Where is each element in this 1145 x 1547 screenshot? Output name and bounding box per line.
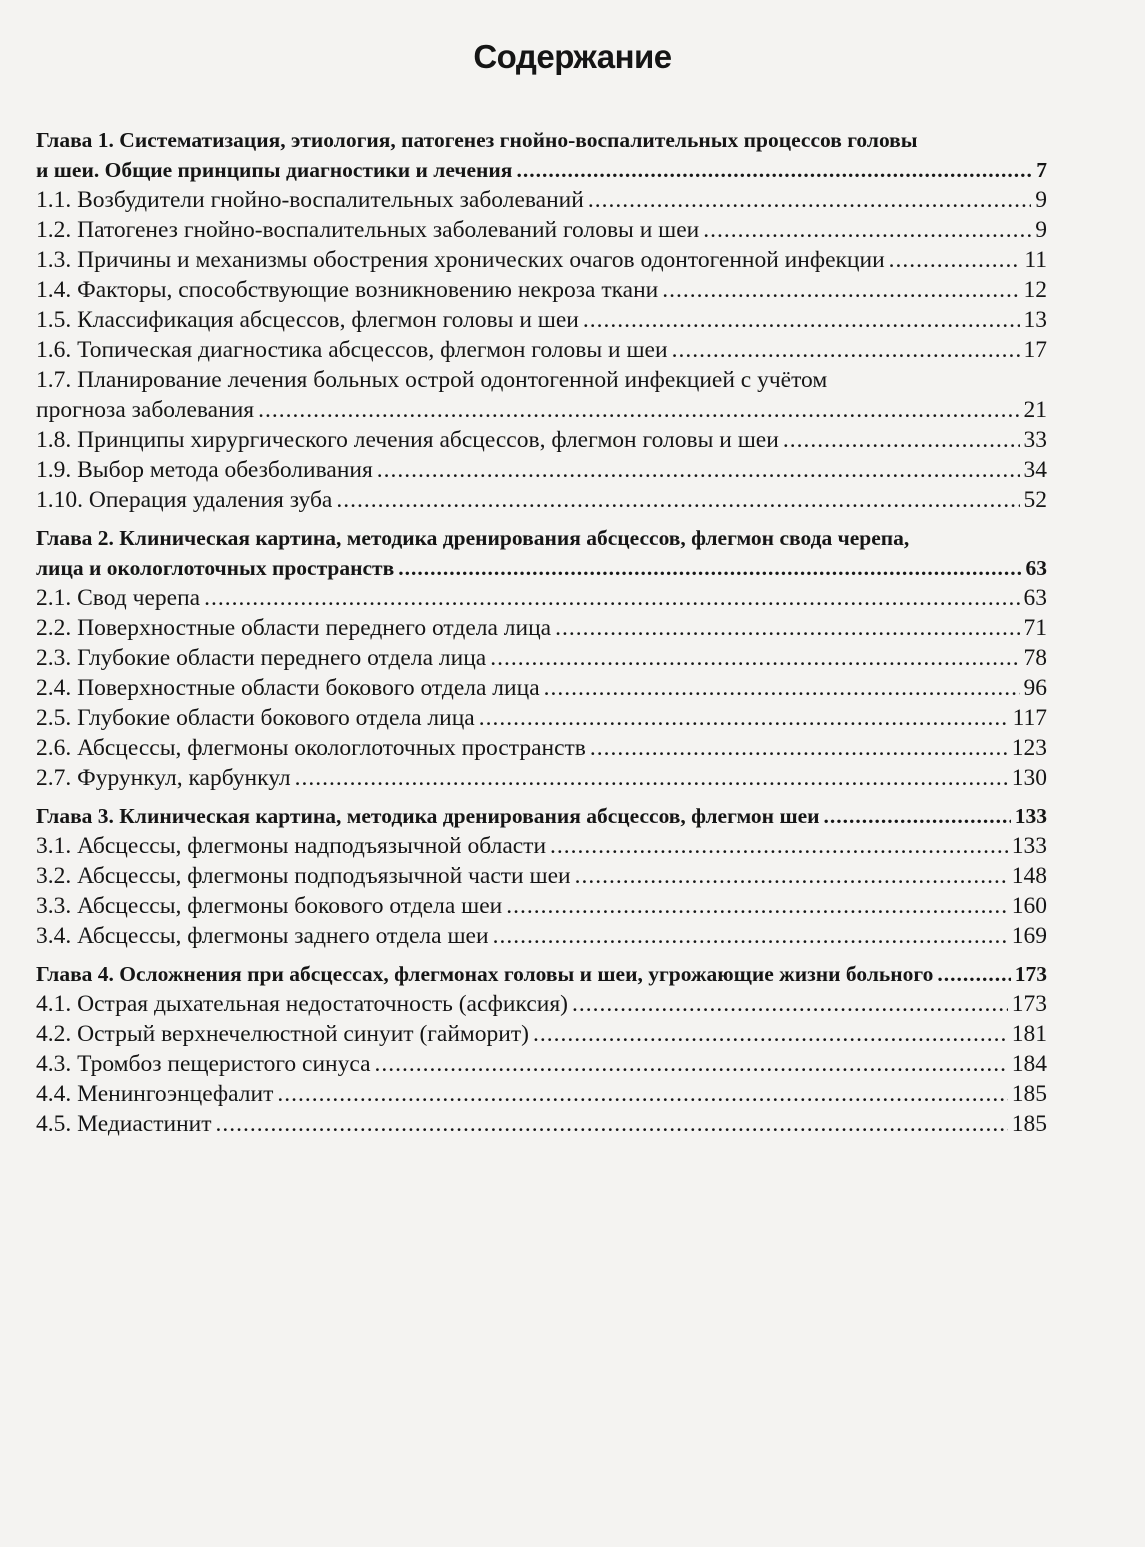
section-entry <box>36 1079 1047 1109</box>
entry-title: 4.3. Тромбоз пещеристого синуса <box>36 1051 371 1077</box>
dot-leader <box>575 861 1008 891</box>
toc-entry[interactable] <box>36 1019 1047 1049</box>
entry-title: 1.9. Выбор метода обезболивания <box>36 457 373 483</box>
toc-entry[interactable] <box>36 733 1047 763</box>
section-entry <box>36 245 1047 275</box>
section-entry <box>36 335 1047 365</box>
section-entry <box>36 215 1047 245</box>
entry-title: 1.4. Факторы, способствующие возникновению некроза ткани <box>36 277 659 303</box>
chapter-block <box>36 801 1047 951</box>
dot-leader <box>277 1079 1007 1109</box>
toc-entry[interactable] <box>36 703 1047 733</box>
entry-title: 1.1. Возбудители гнойно-воспалительных заболеваний <box>36 187 584 213</box>
entry-title: 2.1. Свод черепа <box>36 585 201 611</box>
toc-entry[interactable] <box>36 185 1047 215</box>
entry-title-line: 1.7. Планирование лечения больных острой одонтогенной инфекцией с учётом <box>36 367 828 393</box>
dot-leader <box>588 185 1031 215</box>
page-number: 34 <box>1023 457 1047 483</box>
section-entry <box>36 583 1047 613</box>
page-number: 9 <box>1035 187 1047 213</box>
page-number: 17 <box>1023 337 1047 363</box>
entry-title: 1.6. Топическая диагностика абсцессов, флегмон головы и шеи <box>36 337 668 363</box>
page-number: 96 <box>1023 675 1047 701</box>
dot-leader <box>555 613 1019 643</box>
section-entry <box>36 643 1047 673</box>
section-entry <box>36 673 1047 703</box>
chapter-title-line: Глава 2. Клиническая картина, методика дренирования абсцессов, флегмон свода черепа, <box>36 526 910 550</box>
entry-title: 2.6. Абсцессы, флегмоны окологлоточных пространств <box>36 735 586 761</box>
page-number: 71 <box>1023 615 1047 641</box>
section-entry <box>36 1049 1047 1079</box>
entry-title: 3.2. Абсцессы, флегмоны подподъязычной части шеи <box>36 863 571 889</box>
entry-title: 3.1. Абсцессы, флегмоны надподъязычной области <box>36 833 547 859</box>
dot-leader <box>398 553 1021 583</box>
toc-entry[interactable] <box>36 643 1047 673</box>
page-number: 169 <box>1011 923 1047 949</box>
dot-leader <box>216 1109 1008 1139</box>
section-entry <box>36 185 1047 215</box>
dot-leader <box>479 703 1009 733</box>
chapter-heading <box>36 959 1047 989</box>
toc-entry[interactable] <box>36 613 1047 643</box>
chapter-heading <box>36 523 1047 583</box>
toc-entry[interactable] <box>36 1049 1047 1079</box>
toc-entry[interactable] <box>36 861 1047 891</box>
chapter-heading <box>36 125 1047 185</box>
dot-leader <box>783 425 1020 455</box>
dot-leader <box>490 643 1019 673</box>
section-entry <box>36 275 1047 305</box>
chapter-block <box>36 125 1047 515</box>
chapter-title-line: Глава 1. Систематизация, этиология, патогенез гнойно-воспалительных процессов головы <box>36 128 918 152</box>
page-number: 184 <box>1011 1051 1047 1077</box>
entry-title: Глава 3. Клиническая картина, методика дренирования абсцессов, флегмон шеи <box>36 804 820 828</box>
toc-entry[interactable] <box>36 583 1047 613</box>
section-entry <box>36 763 1047 793</box>
dot-leader <box>375 1049 1008 1079</box>
chapter-block <box>36 959 1047 1139</box>
page-number: 21 <box>1023 397 1047 423</box>
entry-title: 2.2. Поверхностные области переднего отдела лица <box>36 615 552 641</box>
toc-entry[interactable] <box>36 1109 1047 1139</box>
entry-title: 2.3. Глубокие области переднего отдела лица <box>36 645 487 671</box>
page-number: 185 <box>1011 1111 1047 1137</box>
page-number: 123 <box>1011 735 1047 761</box>
page-number: 133 <box>1014 804 1047 828</box>
page-number: 13 <box>1023 307 1047 333</box>
dot-leader <box>824 801 1011 831</box>
entry-title: и шеи. Общие принципы диагностики и лечения <box>36 158 513 182</box>
page-number: 130 <box>1011 765 1047 791</box>
entry-title: 2.7. Фурункул, карбункул <box>36 765 291 791</box>
dot-leader <box>590 733 1008 763</box>
dot-leader <box>533 1019 1008 1049</box>
chapter-title-line[interactable] <box>36 553 1047 583</box>
dot-leader <box>516 155 1032 185</box>
toc-entry[interactable] <box>36 275 1047 305</box>
section-entry <box>36 831 1047 861</box>
dot-leader <box>889 245 1021 275</box>
dot-leader <box>377 455 1020 485</box>
section-entry <box>36 733 1047 763</box>
chapter-title-line[interactable] <box>36 959 1047 989</box>
page-number: 148 <box>1011 863 1047 889</box>
page-number: 12 <box>1023 277 1047 303</box>
entry-title: Глава 4. Осложнения при абсцессах, флегмонах головы и шеи, угрожающие жизни больного <box>36 962 934 986</box>
entry-title: 1.8. Принципы хирургического лечения абсцессов, флегмон головы и шеи <box>36 427 779 453</box>
dot-leader <box>583 305 1020 335</box>
section-entry <box>36 455 1047 485</box>
section-entry <box>36 425 1047 455</box>
chapter-title-line[interactable] <box>36 155 1047 185</box>
dot-leader <box>544 673 1020 703</box>
entry-title: 1.5. Классификация абсцессов, флегмон головы и шеи <box>36 307 579 333</box>
page-number: 117 <box>1012 705 1047 731</box>
page-number: 63 <box>1025 556 1047 580</box>
chapter-title-line[interactable] <box>36 801 1047 831</box>
section-entry <box>36 1109 1047 1139</box>
toc-entry[interactable] <box>36 425 1047 455</box>
dot-leader <box>703 215 1031 245</box>
section-entry <box>36 1019 1047 1049</box>
toc-entry[interactable] <box>36 673 1047 703</box>
toc-entry[interactable] <box>36 485 1047 515</box>
page-number: 7 <box>1036 158 1047 182</box>
page-title: Содержание <box>473 38 672 75</box>
page-number: 63 <box>1023 585 1047 611</box>
entry-title: 4.2. Острый верхнечелюстной синуит (гайморит) <box>36 1021 529 1047</box>
toc-entry[interactable] <box>36 1079 1047 1109</box>
page-number: 181 <box>1011 1021 1047 1047</box>
section-entry <box>36 305 1047 335</box>
toc-entry[interactable] <box>36 831 1047 861</box>
page-number: 160 <box>1011 893 1047 919</box>
toc-entry[interactable] <box>36 395 1047 425</box>
page-number: 33 <box>1023 427 1047 453</box>
entry-title: 2.5. Глубокие области бокового отдела лица <box>36 705 475 731</box>
toc-entry[interactable] <box>36 891 1047 921</box>
dot-leader <box>506 891 1008 921</box>
table-of-contents <box>36 125 1047 1147</box>
section-entry <box>36 891 1047 921</box>
page-number: 185 <box>1011 1081 1047 1107</box>
section-entry <box>36 703 1047 733</box>
entry-title: 2.4. Поверхностные области бокового отдела лица <box>36 675 540 701</box>
entry-title: прогноза заболевания <box>36 397 255 423</box>
dot-leader <box>258 395 1019 425</box>
entry-title: 1.2. Патогенез гнойно-воспалительных заболеваний головы и шеи <box>36 217 700 243</box>
page-number: 133 <box>1011 833 1047 859</box>
toc-entry[interactable] <box>36 763 1047 793</box>
entry-title: 1.3. Причины и механизмы обострения хронических очагов одонтогенной инфекции <box>36 247 885 273</box>
section-entry <box>36 365 1047 425</box>
dot-leader <box>937 959 1010 989</box>
dot-leader <box>672 335 1020 365</box>
toc-entry[interactable] <box>36 989 1047 1019</box>
chapter-block <box>36 523 1047 793</box>
toc-entry[interactable] <box>36 215 1047 245</box>
toc-entry[interactable] <box>36 335 1047 365</box>
dot-leader <box>550 831 1008 861</box>
section-entry <box>36 989 1047 1019</box>
chapter-heading <box>36 801 1047 831</box>
entry-title: 3.3. Абсцессы, флегмоны бокового отдела шеи <box>36 893 503 919</box>
dot-leader <box>493 921 1008 951</box>
page-number: 173 <box>1014 962 1047 986</box>
entry-title: 1.10. Операция удаления зуба <box>36 487 333 513</box>
page-number: 78 <box>1023 645 1047 671</box>
section-entry <box>36 485 1047 515</box>
toc-entry[interactable] <box>36 245 1047 275</box>
entry-title: 4.4. Менингоэнцефалит <box>36 1081 274 1107</box>
toc-entry[interactable] <box>36 305 1047 335</box>
page-number: 173 <box>1011 991 1047 1017</box>
page-number: 52 <box>1023 487 1047 513</box>
toc-entry[interactable] <box>36 455 1047 485</box>
entry-title: 4.1. Острая дыхательная недостаточность (асфиксия) <box>36 991 568 1017</box>
dot-leader <box>336 485 1019 515</box>
section-entry <box>36 613 1047 643</box>
dot-leader <box>204 583 1019 613</box>
page-number: 9 <box>1035 217 1047 243</box>
entry-title: 4.5. Медиастинит <box>36 1111 212 1137</box>
dot-leader <box>572 989 1008 1019</box>
section-entry <box>36 921 1047 951</box>
dot-leader <box>295 763 1008 793</box>
dot-leader <box>662 275 1019 305</box>
entry-title: 3.4. Абсцессы, флегмоны заднего отдела шеи <box>36 923 489 949</box>
toc-entry[interactable] <box>36 921 1047 951</box>
section-entry <box>36 861 1047 891</box>
entry-title: лица и окологлоточных пространств <box>36 556 395 580</box>
page-number: 11 <box>1024 247 1047 273</box>
